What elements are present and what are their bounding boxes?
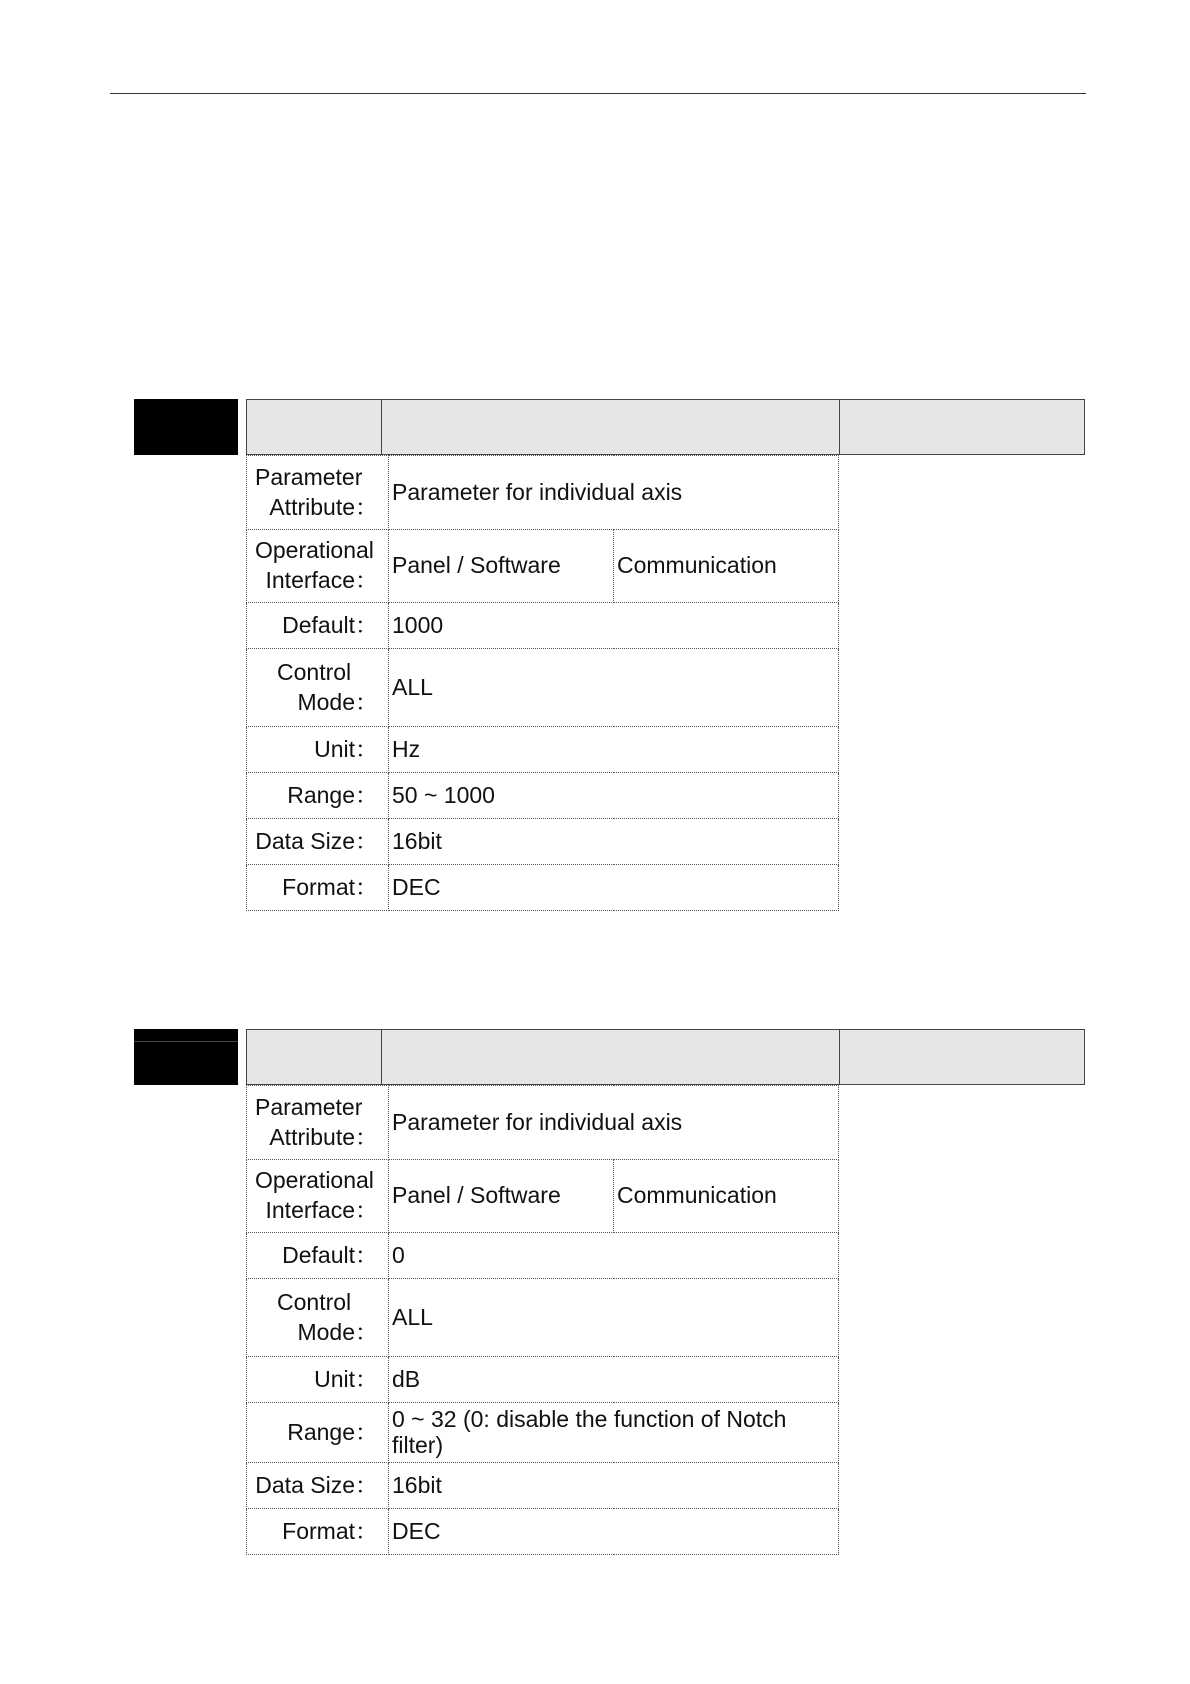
row-data-size [247, 1463, 839, 1509]
range-value: 0 ~ 32 (0: disable the function of Notch filter) [389, 1403, 839, 1463]
parameter-header-bar [246, 399, 1085, 455]
parameter-attribute-table [246, 455, 839, 911]
attribute-value: Parameter for individual axis [389, 1086, 839, 1160]
parameter-code-box [134, 1029, 238, 1085]
attribute-label: Parameter Attribute： [247, 456, 389, 530]
control-mode-label: Control Mode： [247, 649, 389, 727]
row-range [247, 1403, 839, 1463]
row-default [247, 603, 839, 649]
header-cell-code [247, 400, 382, 454]
interface-value-panel: Panel / Software [389, 530, 614, 603]
format-label: Format： [247, 1509, 389, 1555]
row-interface [247, 1160, 839, 1233]
default-value: 0 [389, 1233, 839, 1279]
default-label: Default： [247, 1233, 389, 1279]
interface-value-panel: Panel / Software [389, 1160, 614, 1233]
parameter-code-box [134, 399, 238, 455]
format-value: DEC [389, 1509, 839, 1555]
range-label: Range： [247, 1403, 389, 1463]
data-size-value: 16bit [389, 819, 839, 865]
data-size-value: 16bit [389, 1463, 839, 1509]
row-control-mode [247, 1279, 839, 1357]
row-unit [247, 727, 839, 773]
format-value: DEC [389, 865, 839, 911]
row-data-size [247, 819, 839, 865]
interface-value-communication: Communication [614, 530, 839, 603]
range-value: 50 ~ 1000 [389, 773, 839, 819]
parameter-header-bar [246, 1029, 1085, 1085]
header-cell-name [382, 1030, 840, 1084]
header-cell-name [382, 400, 840, 454]
row-unit [247, 1357, 839, 1403]
header-cell-code [247, 1030, 382, 1084]
interface-label: Operational Interface： [247, 530, 389, 603]
format-label: Format： [247, 865, 389, 911]
row-interface [247, 530, 839, 603]
parameter-attribute-table [246, 1085, 839, 1555]
row-format [247, 1509, 839, 1555]
row-range [247, 773, 839, 819]
unit-label: Unit： [247, 727, 389, 773]
default-label: Default： [247, 603, 389, 649]
unit-value: Hz [389, 727, 839, 773]
row-attribute [247, 456, 839, 530]
attribute-label: Parameter Attribute： [247, 1086, 389, 1160]
row-format [247, 865, 839, 911]
data-size-label: Data Size： [247, 1463, 389, 1509]
control-mode-value: ALL [389, 1279, 839, 1357]
code-box-rule [134, 1041, 238, 1042]
unit-value: dB [389, 1357, 839, 1403]
row-default [247, 1233, 839, 1279]
unit-label: Unit： [247, 1357, 389, 1403]
range-label: Range： [247, 773, 389, 819]
row-control-mode [247, 649, 839, 727]
default-value: 1000 [389, 603, 839, 649]
control-mode-value: ALL [389, 649, 839, 727]
interface-value-communication: Communication [614, 1160, 839, 1233]
control-mode-label: Control Mode： [247, 1279, 389, 1357]
attribute-value: Parameter for individual axis [389, 456, 839, 530]
page-header-rule [110, 93, 1086, 94]
interface-label: Operational Interface： [247, 1160, 389, 1233]
row-attribute [247, 1086, 839, 1160]
data-size-label: Data Size： [247, 819, 389, 865]
